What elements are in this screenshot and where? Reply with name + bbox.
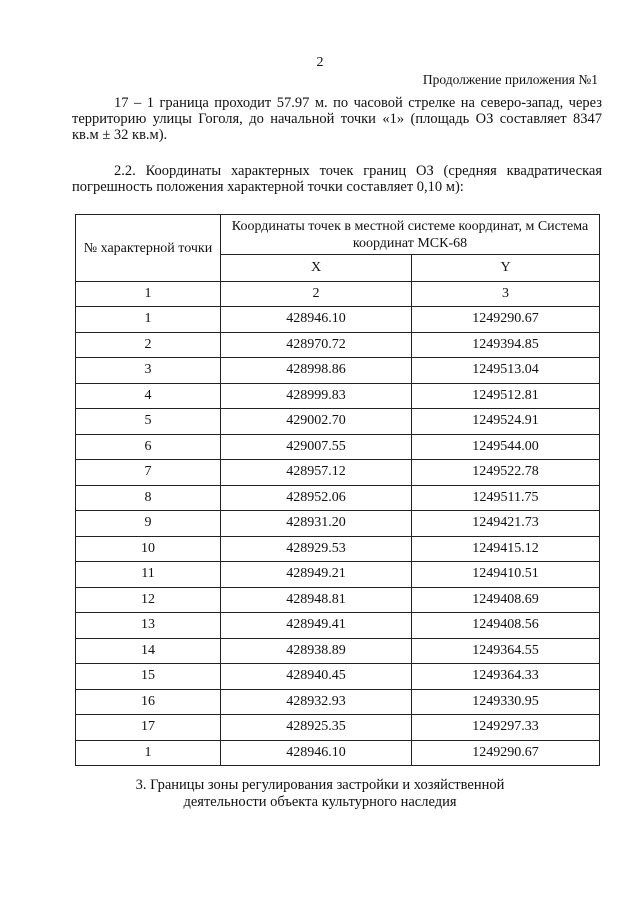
y-coordinate-cell: 1249512.81 (412, 383, 600, 409)
point-number-cell: 7 (76, 460, 221, 486)
paragraph-boundary-description (72, 95, 602, 143)
table-row (76, 434, 600, 460)
point-number-cell: 16 (76, 689, 221, 715)
point-number-cell: 11 (76, 562, 221, 588)
section-3-line: деятельности объекта культурного наследия (183, 794, 457, 810)
table-row (76, 383, 600, 409)
x-coordinate-cell: 428940.45 (221, 664, 412, 690)
point-number-cell: 15 (76, 664, 221, 690)
header-y: Y (412, 255, 600, 282)
appendix-note: Продолжение приложения №1 (422, 72, 598, 87)
section-3-heading (0, 777, 640, 811)
paragraph-coordinates-intro (72, 163, 602, 195)
x-coordinate-cell: 428949.41 (221, 613, 412, 639)
column-number: 3 (412, 282, 600, 307)
header-point-number: № характерной точки (76, 215, 221, 282)
table-row (76, 587, 600, 613)
point-number-cell: 10 (76, 536, 221, 562)
y-coordinate-cell: 1249415.12 (412, 536, 600, 562)
page-number: 2 (316, 55, 324, 70)
x-coordinate-cell: 428946.10 (221, 307, 412, 333)
x-coordinate-cell: 429002.70 (221, 409, 412, 435)
point-number-cell: 4 (76, 383, 221, 409)
table-row (76, 613, 600, 639)
table-row (76, 689, 600, 715)
y-coordinate-cell: 1249364.55 (412, 638, 600, 664)
x-coordinate-cell: 428952.06 (221, 485, 412, 511)
y-coordinate-cell: 1249290.67 (412, 740, 600, 766)
paragraph-text: 17 – 1 граница проходит 57.97 м. по часовой стрелке на северо-запад, через территорию улицы Гоголя, до начальной точки «1» (площадь ОЗ составляет 8347 кв.м ± 32 кв.м). (72, 95, 602, 143)
y-coordinate-cell: 1249394.85 (412, 332, 600, 358)
paragraph-text: 2.2. Координаты характерных точек границ ОЗ (средняя квадратическая погрешность положения характерной точки составляет 0,10 м): (72, 163, 602, 195)
point-number-cell: 13 (76, 613, 221, 639)
table-row (76, 358, 600, 384)
y-coordinate-cell: 1249408.69 (412, 587, 600, 613)
x-coordinate-cell: 428946.10 (221, 740, 412, 766)
x-coordinate-cell: 429007.55 (221, 434, 412, 460)
x-coordinate-cell: 428999.83 (221, 383, 412, 409)
table-row (76, 740, 600, 766)
table-row (76, 664, 600, 690)
y-coordinate-cell: 1249297.33 (412, 715, 600, 741)
point-number-cell: 3 (76, 358, 221, 384)
y-coordinate-cell: 1249290.67 (412, 307, 600, 333)
point-number-cell: 17 (76, 715, 221, 741)
header-coordinate-system: Координаты точек в местной системе координат, м Система координат МСК-68 (221, 215, 600, 255)
table-row (76, 307, 600, 333)
table-row (76, 511, 600, 537)
table-row (76, 638, 600, 664)
point-number-cell: 9 (76, 511, 221, 537)
y-coordinate-cell: 1249421.73 (412, 511, 600, 537)
table-row (76, 485, 600, 511)
column-number: 1 (76, 282, 221, 307)
y-coordinate-cell: 1249408.56 (412, 613, 600, 639)
point-number-cell: 1 (76, 307, 221, 333)
x-coordinate-cell: 428925.35 (221, 715, 412, 741)
x-coordinate-cell: 428957.12 (221, 460, 412, 486)
x-coordinate-cell: 428970.72 (221, 332, 412, 358)
section-3-line: 3. Границы зоны регулирования застройки и хозяйственной (135, 777, 505, 793)
x-coordinate-cell: 428949.21 (221, 562, 412, 588)
header-x: X (221, 255, 412, 282)
point-number-cell: 8 (76, 485, 221, 511)
table-row (76, 536, 600, 562)
point-number-cell: 14 (76, 638, 221, 664)
y-coordinate-cell: 1249513.04 (412, 358, 600, 384)
table-row (76, 460, 600, 486)
x-coordinate-cell: 428929.53 (221, 536, 412, 562)
table-row (76, 715, 600, 741)
y-coordinate-cell: 1249511.75 (412, 485, 600, 511)
point-number-cell: 6 (76, 434, 221, 460)
y-coordinate-cell: 1249364.33 (412, 664, 600, 690)
x-coordinate-cell: 428932.93 (221, 689, 412, 715)
point-number-cell: 5 (76, 409, 221, 435)
y-coordinate-cell: 1249524.91 (412, 409, 600, 435)
point-number-cell: 12 (76, 587, 221, 613)
column-number-row (76, 282, 600, 307)
x-coordinate-cell: 428998.86 (221, 358, 412, 384)
y-coordinate-cell: 1249330.95 (412, 689, 600, 715)
y-coordinate-cell: 1249410.51 (412, 562, 600, 588)
x-coordinate-cell: 428938.89 (221, 638, 412, 664)
table-row (76, 332, 600, 358)
point-number-cell: 2 (76, 332, 221, 358)
table-row (76, 409, 600, 435)
y-coordinate-cell: 1249522.78 (412, 460, 600, 486)
coordinates-table (75, 214, 600, 766)
point-number-cell: 1 (76, 740, 221, 766)
y-coordinate-cell: 1249544.00 (412, 434, 600, 460)
table-row (76, 562, 600, 588)
x-coordinate-cell: 428948.81 (221, 587, 412, 613)
column-number: 2 (221, 282, 412, 307)
x-coordinate-cell: 428931.20 (221, 511, 412, 537)
